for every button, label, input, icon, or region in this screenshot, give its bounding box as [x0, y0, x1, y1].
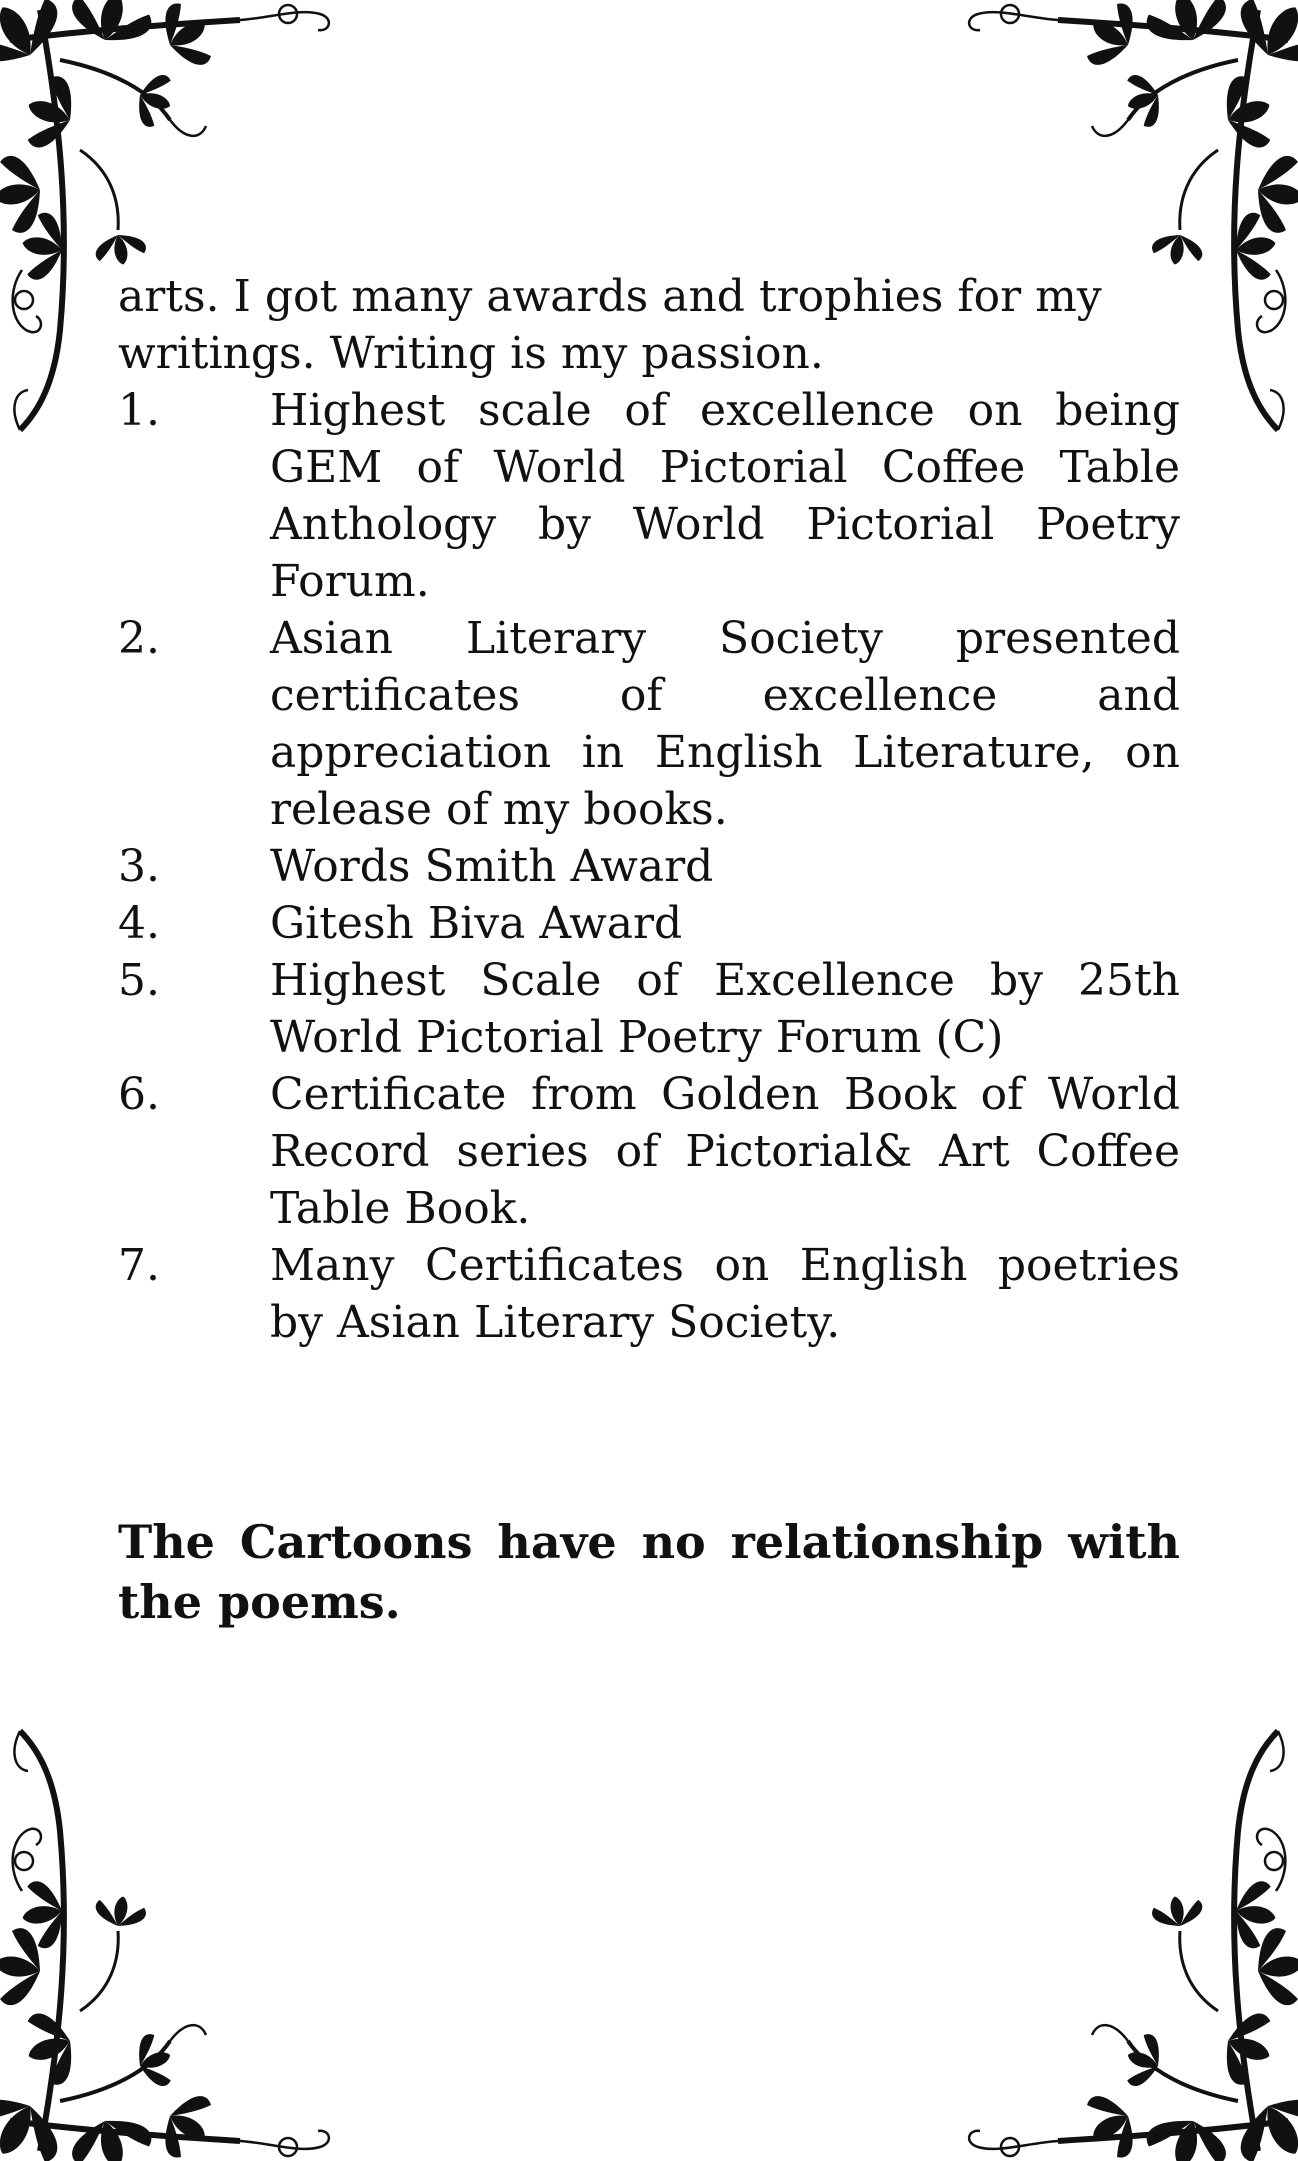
list-item — [118, 610, 1180, 838]
list-item — [118, 382, 1180, 610]
page-body — [118, 268, 1180, 1351]
cartoon-disclaimer: The Cartoons have no relationship with the poems. — [118, 1515, 1180, 1629]
list-item — [118, 838, 1180, 895]
list-item-number: 6. — [118, 1069, 160, 1120]
list-item-text: Words Smith Award — [270, 841, 714, 892]
list-item — [118, 1066, 1180, 1237]
floral-corner-bottom-left-icon — [0, 1721, 360, 2161]
list-item-text: Highest Scale of Excellence by 25th World Pictorial Poetry Forum (C) — [270, 955, 1180, 1063]
list-item-text: Gitesh Biva Award — [270, 898, 683, 949]
intro-paragraph: arts. I got many awards and trophies for my writings. Writing is my passion. — [118, 271, 1102, 379]
list-item-text: Certificate from Golden Book of World Record series of Pictorial& Art Coffee Table Book. — [270, 1069, 1180, 1234]
list-item-number: 2. — [118, 613, 160, 664]
list-item — [118, 952, 1180, 1066]
list-item-number: 4. — [118, 898, 160, 949]
list-item-text: Asian Literary Society presented certificates of excellence and appreciation in English Literature, on release of my books. — [270, 613, 1180, 835]
list-item-number: 5. — [118, 955, 160, 1006]
floral-corner-bottom-right-icon — [938, 1721, 1298, 2161]
list-item-number: 3. — [118, 841, 160, 892]
list-item — [118, 895, 1180, 952]
list-item-number: 1. — [118, 385, 160, 436]
list-item — [118, 1237, 1180, 1351]
list-item-text: Many Certificates on English poetries by Asian Literary Society. — [270, 1240, 1180, 1348]
list-item-number: 7. — [118, 1240, 160, 1291]
list-item-text: Highest scale of excellence on being GEM of World Pictorial Coffee Table Anthology by World Pictorial Poetry Forum. — [270, 385, 1180, 607]
awards-list — [118, 382, 1180, 1351]
